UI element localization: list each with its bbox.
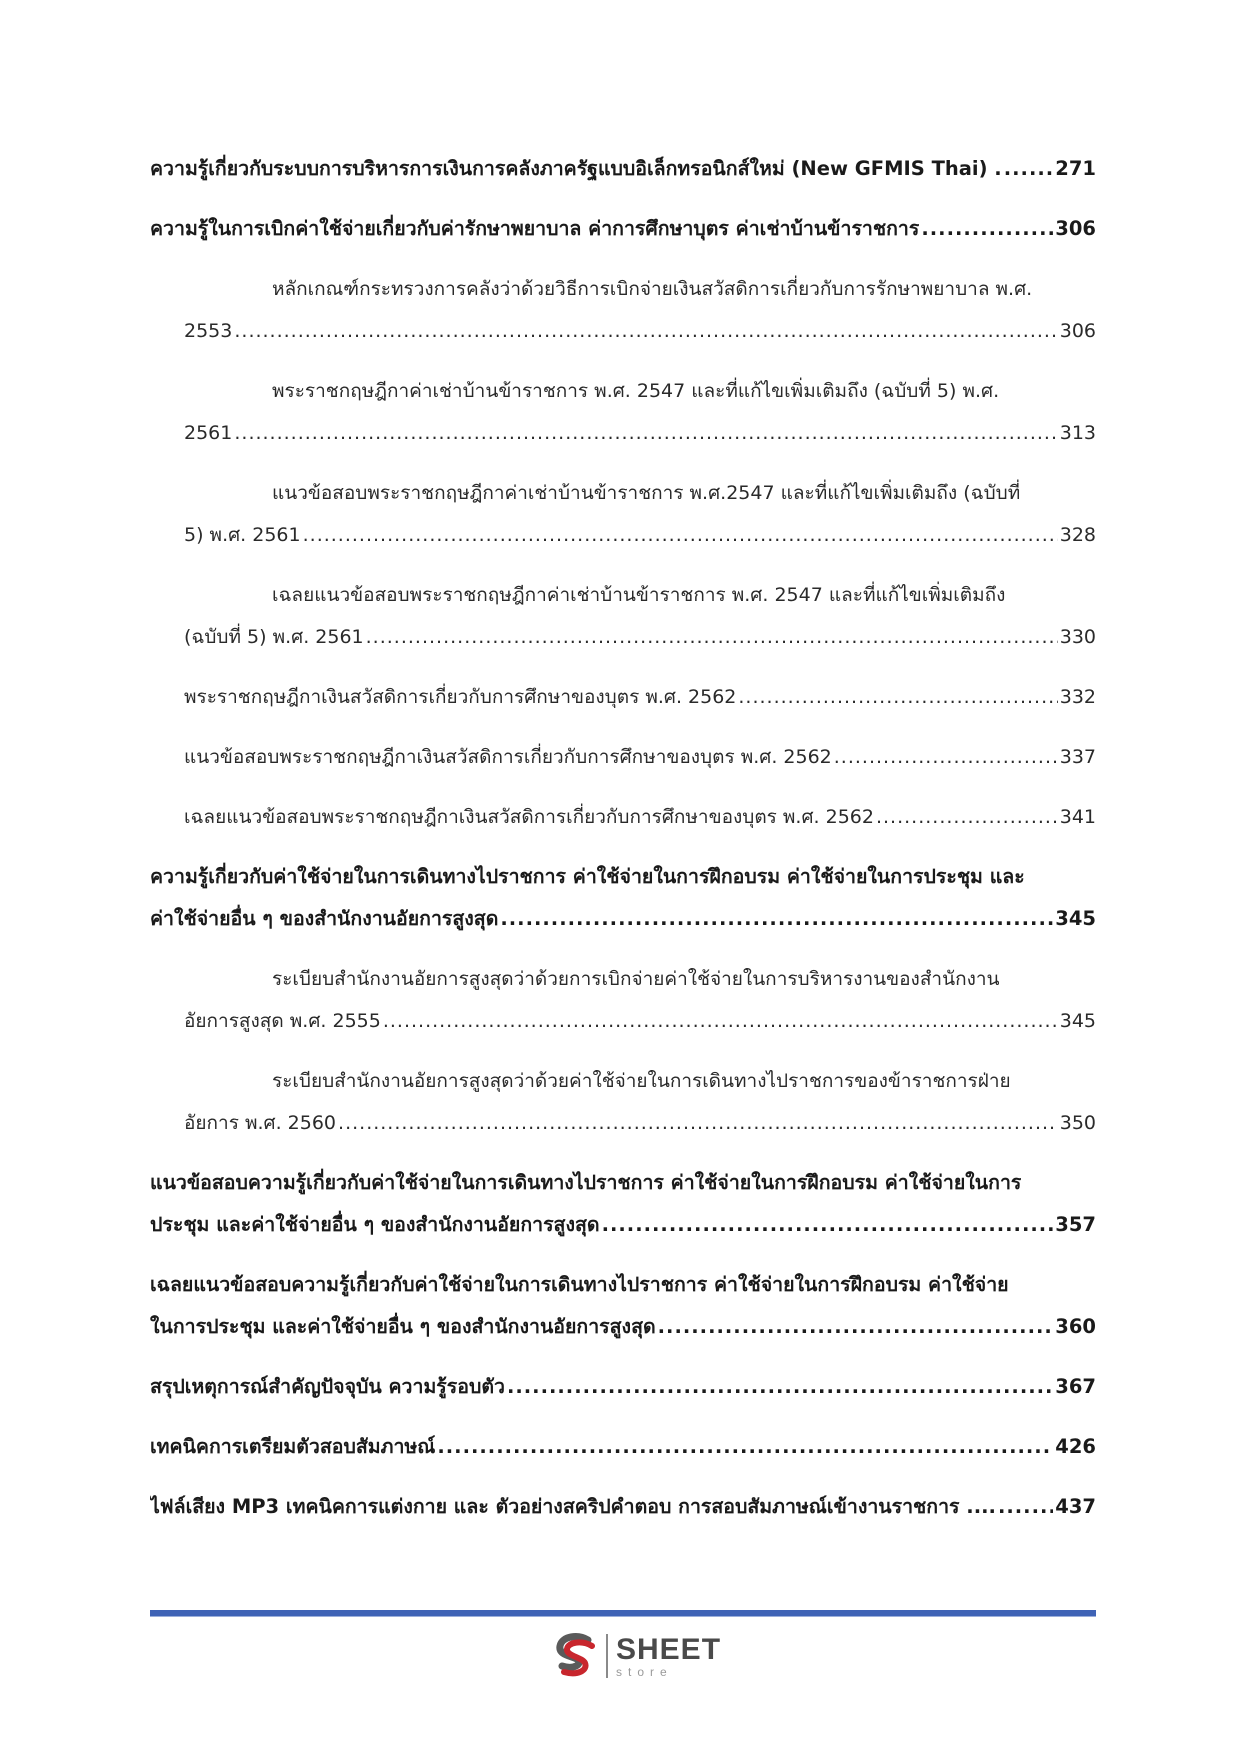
toc-entry[interactable]: [150, 1366, 1096, 1408]
dot-leader: [602, 1204, 1054, 1246]
toc-entry[interactable]: [150, 1162, 1096, 1246]
toc-entry-title: ค่าใช้จ่ายอื่น ๆ ของสำนักงานอัยการสูงสุด: [150, 907, 499, 930]
toc-page-number: 330: [1059, 626, 1096, 648]
toc-entry-title: เฉลยแนวข้อสอบความรู้เกี่ยวกับค่าใช้จ่ายในการเดินทางไปราชการ ค่าใช้จ่ายในการฝึกอบรม ค่าใช้จ่าย: [150, 1273, 1009, 1296]
dot-leader: [366, 616, 1058, 658]
table-of-contents: [150, 148, 1096, 1546]
dot-leader: [338, 1102, 1058, 1144]
toc-entry-title: แนวข้อสอบพระราชกฤษฎีกาเงินสวัสดิการเกี่ยวกับการศึกษาของบุตร พ.ศ. 2562: [184, 746, 832, 768]
dot-leader: [383, 1000, 1058, 1042]
toc-page-number: 350: [1059, 1112, 1096, 1134]
toc-page-number: 306: [1059, 320, 1096, 342]
toc-page-number: 271: [1055, 157, 1096, 180]
dot-leader: [437, 1426, 1053, 1468]
dot-leader: [507, 1366, 1053, 1408]
toc-page-number: 313: [1059, 422, 1096, 444]
toc-page-number: 306: [1055, 217, 1096, 240]
logo-subtext: store: [616, 1664, 673, 1679]
toc-entry-title: ระเบียบสำนักงานอัยการสูงสุดว่าด้วยการเบิกจ่ายค่าใช้จ่ายในการบริหารงานของสำนักงาน: [272, 968, 1000, 990]
toc-entry[interactable]: [150, 1264, 1096, 1348]
toc-page-number: 328: [1059, 524, 1096, 546]
dot-leader: [500, 898, 1053, 940]
dot-leader: [998, 1486, 1053, 1528]
toc-entry-title: (ฉบับที่ 5) พ.ศ. 2561: [184, 626, 364, 648]
footer-rule: [150, 1610, 1096, 1617]
toc-entry[interactable]: [150, 148, 1096, 190]
toc-entry[interactable]: [150, 1426, 1096, 1468]
dot-leader: [834, 736, 1058, 778]
dot-leader: [658, 1306, 1054, 1348]
toc-entry-title: 2553: [184, 320, 233, 342]
toc-page-number: 332: [1059, 686, 1096, 708]
dot-leader: [738, 676, 1057, 718]
toc-entry-title: 5) พ.ศ. 2561: [184, 524, 301, 546]
toc-entry[interactable]: [150, 796, 1096, 838]
logo-word: SHEET: [616, 1632, 722, 1666]
toc-page-number: 345: [1059, 1010, 1096, 1032]
toc-entry[interactable]: [150, 958, 1096, 1042]
logo-divider: [606, 1634, 608, 1678]
toc-entry-title: หลักเกณฑ์กระทรวงการคลังว่าด้วยวิธีการเบิกจ่ายเงินสวัสดิการเกี่ยวกับการรักษาพยาบาล พ.ศ.: [272, 278, 1033, 300]
toc-entry-title: ความรู้เกี่ยวกับระบบการบริหารการเงินการคลังภาครัฐแบบอิเล็กทรอนิกส์ใหม่ (New GFMIS Thai) .: [150, 157, 1002, 180]
dot-leader: [234, 412, 1057, 454]
sheet-store-s-icon: [548, 1630, 600, 1682]
dot-leader: [234, 310, 1057, 352]
dot-leader: [876, 796, 1058, 838]
toc-entry-title: ประชุม และค่าใช้จ่ายอื่น ๆ ของสำนักงานอัยการสูงสุด: [150, 1213, 600, 1236]
toc-page-number: 426: [1055, 1435, 1096, 1458]
toc-page-number: 357: [1055, 1213, 1096, 1236]
toc-entry-title: ไฟล์เสียง MP3 เทคนิคการแต่งกาย และ ตัวอย่างสคริปคำตอบ การสอบสัมภาษณ์เข้างานราชการ ....: [150, 1495, 996, 1518]
dot-leader: [1004, 148, 1054, 190]
toc-entry-title: ระเบียบสำนักงานอัยการสูงสุดว่าด้วยค่าใช้จ่ายในการเดินทางไปราชการของข้าราชการฝ่าย: [272, 1070, 1011, 1092]
toc-entry[interactable]: [150, 856, 1096, 940]
toc-entry-title: อัยการ พ.ศ. 2560: [184, 1112, 337, 1134]
toc-page-number: 345: [1055, 907, 1096, 930]
toc-entry-title: สรุปเหตุการณ์สำคัญปัจจุบัน ความรู้รอบตัว: [150, 1375, 505, 1398]
toc-page-number: 360: [1055, 1315, 1096, 1338]
toc-entry[interactable]: [150, 1486, 1096, 1528]
toc-entry-title: ความรู้เกี่ยวกับค่าใช้จ่ายในการเดินทางไปราชการ ค่าใช้จ่ายในการฝึกอบรม ค่าใช้จ่ายในการประชุม และ: [150, 865, 1025, 888]
toc-page-number: 337: [1059, 746, 1096, 768]
toc-entry[interactable]: [150, 1060, 1096, 1144]
toc-entry-title: พระราชกฤษฎีกาเงินสวัสดิการเกี่ยวกับการศึกษาของบุตร พ.ศ. 2562: [184, 686, 737, 708]
toc-entry-title: เทคนิคการเตรียมตัวสอบสัมภาษณ์: [150, 1435, 436, 1458]
toc-entry-title: 2561: [184, 422, 233, 444]
toc-entry[interactable]: [150, 676, 1096, 718]
toc-entry-title: แนวข้อสอบพระราชกฤษฎีกาค่าเช่าบ้านข้าราชการ พ.ศ.2547 และที่แก้ไขเพิ่มเติมถึง (ฉบับที่: [272, 482, 1021, 504]
toc-entry-title: แนวข้อสอบความรู้เกี่ยวกับค่าใช้จ่ายในการเดินทางไปราชการ ค่าใช้จ่ายในการฝึกอบรม ค่าใช้จ่ายในการ: [150, 1171, 1022, 1194]
toc-entry-title: ในการประชุม และค่าใช้จ่ายอื่น ๆ ของสำนักงานอัยการสูงสุด: [150, 1315, 656, 1338]
toc-entry-title: เฉลยแนวข้อสอบพระราชกฤษฎีกาค่าเช่าบ้านข้าราชการ พ.ศ. 2547 และที่แก้ไขเพิ่มเติมถึง: [272, 584, 1006, 606]
toc-page-number: 367: [1055, 1375, 1096, 1398]
dot-leader: [303, 514, 1058, 556]
toc-entry[interactable]: [150, 574, 1096, 658]
logo-text: [616, 1632, 722, 1679]
sheet-store-logo: [548, 1628, 721, 1684]
toc-entry[interactable]: [150, 208, 1096, 250]
toc-entry[interactable]: [150, 472, 1096, 556]
toc-entry[interactable]: [150, 268, 1096, 352]
toc-entry-title: อัยการสูงสุด พ.ศ. 2555: [184, 1010, 381, 1032]
toc-entry-title: พระราชกฤษฎีกาค่าเช่าบ้านข้าราชการ พ.ศ. 2547 และที่แก้ไขเพิ่มเติมถึง (ฉบับที่ 5) พ.ศ.: [272, 380, 1000, 402]
toc-page-number: 341: [1059, 806, 1096, 828]
toc-entry[interactable]: [150, 736, 1096, 778]
toc-entry-title: เฉลยแนวข้อสอบพระราชกฤษฎีกาเงินสวัสดิการเกี่ยวกับการศึกษาของบุตร พ.ศ. 2562: [184, 806, 874, 828]
dot-leader: [921, 208, 1053, 250]
toc-entry-title: ความรู้ในการเบิกค่าใช้จ่ายเกี่ยวกับค่ารักษาพยาบาล ค่าการศึกษาบุตร ค่าเช่าบ้านข้าราชการ: [150, 217, 920, 240]
toc-entry[interactable]: [150, 370, 1096, 454]
toc-page-number: 437: [1055, 1495, 1096, 1518]
